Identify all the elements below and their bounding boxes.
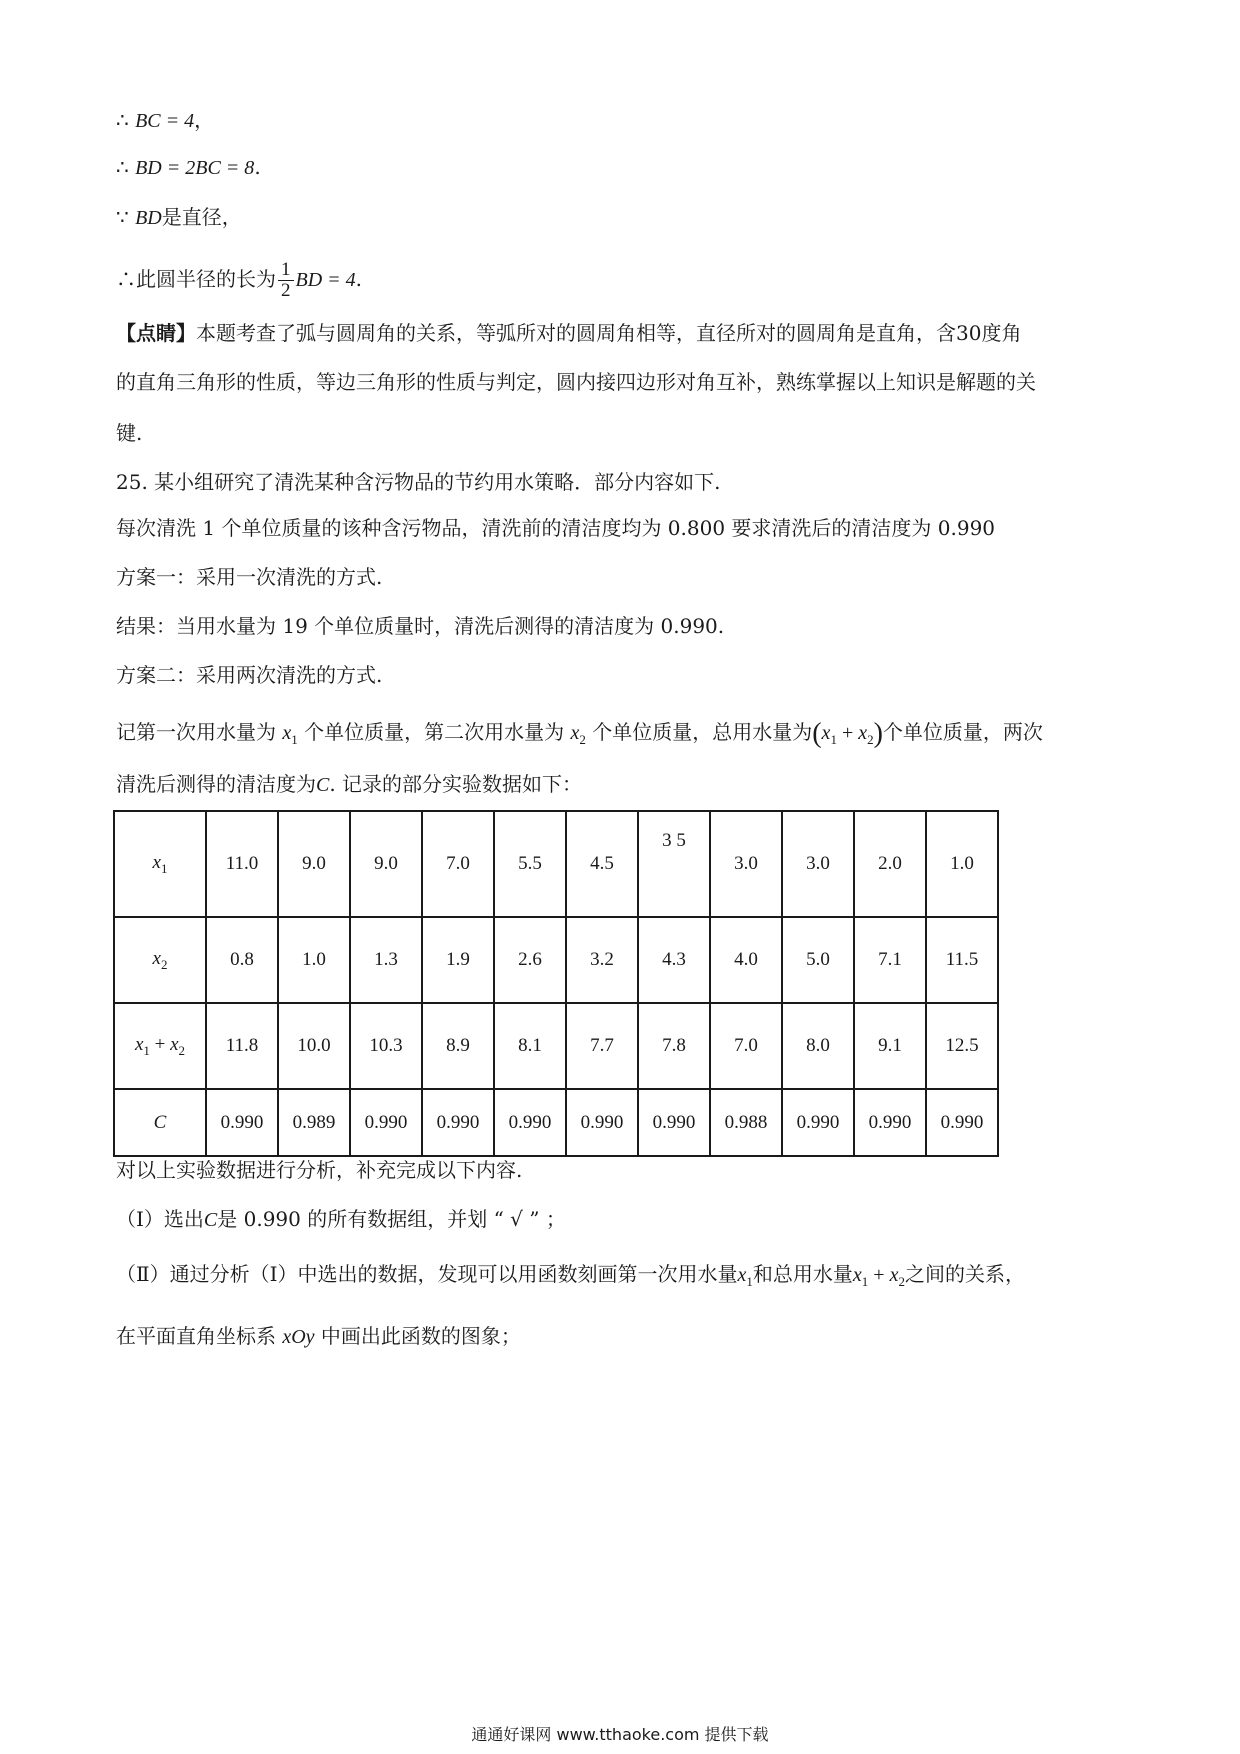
table-cell: 8.0: [782, 1003, 854, 1089]
solution-line-1: ∴ BC = 4，: [116, 108, 215, 132]
comment-line-1: 【点睛】本题考查了弧与圆周角的关系，等弧所对的圆周角相等，直径所对的圆周角是直角，含30度角: [116, 321, 1022, 345]
analysis-intro: 对以上实验数据进行分析，补充完成以下内容.: [116, 1158, 523, 1182]
table-cell: 4.0: [710, 917, 782, 1003]
record-line-1: 记第一次用水量为 $x_1$ 个单位质量，第二次用水量为 $x_2$ 个单位质量，总用水量为$(x_1 + x_2)$个单位质量，两次: [116, 718, 1043, 749]
table-cell: 0.990: [638, 1089, 710, 1156]
comment-line-2: 的直角三角形的性质，等边三角形的性质与判定，圆内接四边形对角互补，熟练掌握以上知识是解题的关: [116, 370, 1036, 394]
table-cell: 9.1: [854, 1003, 926, 1089]
table-cell: 2.0: [854, 811, 926, 917]
table-cell: 1.0: [278, 917, 350, 1003]
table-row: [114, 1003, 998, 1089]
solution-line-4: ∴此圆半径的长为 $\frac{1}{2}$ BD = 4.: [116, 259, 363, 301]
row-label-x2: $x_2$: [114, 917, 206, 1003]
table-cell: 0.990: [566, 1089, 638, 1156]
var-x1: $x_1$: [737, 1264, 753, 1289]
row-label-x1-plus-x2: $x_1 + x_2$: [114, 1003, 206, 1089]
table-cell: 0.990: [854, 1089, 926, 1156]
table-cell: 8.9: [422, 1003, 494, 1089]
table-row: [114, 917, 998, 1003]
problem-intro: 25. 某小组研究了清洗某种含污物品的节约用水策略．部分内容如下.: [116, 470, 721, 494]
table-cell: 10.0: [278, 1003, 350, 1089]
table-cell: 0.990: [422, 1089, 494, 1156]
problem-condition: 每次清洗 1 个单位质量的该种含污物品，清洗前的清洁度均为 0.800 要求清洗后的清洁度为 0.990: [116, 516, 996, 540]
table-cell: 3 5: [638, 811, 710, 917]
table-cell: 1.0: [926, 811, 998, 917]
table-cell: 3.0: [782, 811, 854, 917]
table-cell: 5.0: [782, 917, 854, 1003]
solution-line-3: ∵ BD是直径，: [116, 205, 242, 229]
table-cell: 0.988: [710, 1089, 782, 1156]
table-cell: 12.5: [926, 1003, 998, 1089]
table-cell: 0.990: [206, 1089, 278, 1156]
table-cell: 2.6: [494, 917, 566, 1003]
var-C: C: [316, 774, 330, 796]
plan-one: 方案一：采用一次清洗的方式.: [116, 565, 383, 589]
question-1: （Ⅰ）选出C是 0.990 的所有数据组，并划 “ √ ” ；: [116, 1207, 566, 1231]
table-cell: 7.0: [422, 811, 494, 917]
table-cell: 5.5: [494, 811, 566, 917]
record-line-2: 清洗后测得的清洁度为C. 记录的部分实验数据如下：: [116, 772, 583, 796]
table-cell: 11.5: [926, 917, 998, 1003]
table-cell: 8.1: [494, 1003, 566, 1089]
fraction: $\frac{1}{2}$: [278, 260, 294, 301]
var-C: C: [203, 1209, 218, 1231]
solution-line-2: ∴ BD = 2BC = 8.: [116, 155, 261, 179]
table-cell: 7.8: [638, 1003, 710, 1089]
var-x2: $x_2$: [570, 722, 586, 747]
table-cell: 4.3: [638, 917, 710, 1003]
table-cell: 4.5: [566, 811, 638, 917]
table-cell: 0.990: [782, 1089, 854, 1156]
table-cell: 11.8: [206, 1003, 278, 1089]
comment-line-3: 键.: [116, 421, 143, 445]
table-cell: 1.9: [422, 917, 494, 1003]
row-label-C: C: [114, 1089, 206, 1156]
var-x2: $x_2$: [858, 722, 874, 747]
table-cell: 0.989: [278, 1089, 350, 1156]
var-x1: $x_1$: [821, 722, 837, 747]
table-cell: 1.3: [350, 917, 422, 1003]
table-cell: 0.990: [926, 1089, 998, 1156]
math-expression: BD = 2BC = 8: [135, 157, 255, 179]
table-cell: 10.3: [350, 1003, 422, 1089]
question-2: （Ⅱ）通过分析（Ⅰ）中选出的数据，发现可以用函数刻画第一次用水量$x_1$和总用水量$x_1 + x_2$之间的关系，: [116, 1262, 1025, 1289]
table-cell: 0.990: [494, 1089, 566, 1156]
table-cell: 9.0: [278, 811, 350, 917]
table-row: [114, 811, 998, 917]
math-expression: BC = 4: [135, 110, 195, 132]
table-cell: 0.8: [206, 917, 278, 1003]
table-cell: 3.0: [710, 811, 782, 917]
table-cell: 11.0: [206, 811, 278, 917]
table-cell: 9.0: [350, 811, 422, 917]
experiment-data-table: [113, 810, 999, 1157]
question-2-cont: 在平面直角坐标系 xOy 中画出此函数的图象；: [116, 1324, 521, 1348]
table-cell: 3.2: [566, 917, 638, 1003]
table-cell: 7.0: [710, 1003, 782, 1089]
math-expression: xOy: [282, 1326, 315, 1348]
comment-label: 【点睛】: [116, 321, 196, 345]
plan-two: 方案二：采用两次清洗的方式.: [116, 663, 383, 687]
math-expression: BD = 4: [295, 269, 356, 291]
table-cell: 7.1: [854, 917, 926, 1003]
row-label-x1: $x_1$: [114, 811, 206, 917]
table-cell: 7.7: [566, 1003, 638, 1089]
math-expression: BD: [135, 207, 162, 229]
plan-one-result: 结果：当用水量为 19 个单位质量时，清洗后测得的清洁度为 0.990.: [116, 614, 725, 638]
page-footer: 通通好课网 www.tthaoke.com 提供下载: [471, 1725, 769, 1744]
var-x1-plus-x2: $x_1 + x_2$: [852, 1264, 905, 1289]
table-cell: 0.990: [350, 1089, 422, 1156]
var-x1: $x_1$: [282, 722, 298, 747]
table-row: [114, 1089, 998, 1156]
